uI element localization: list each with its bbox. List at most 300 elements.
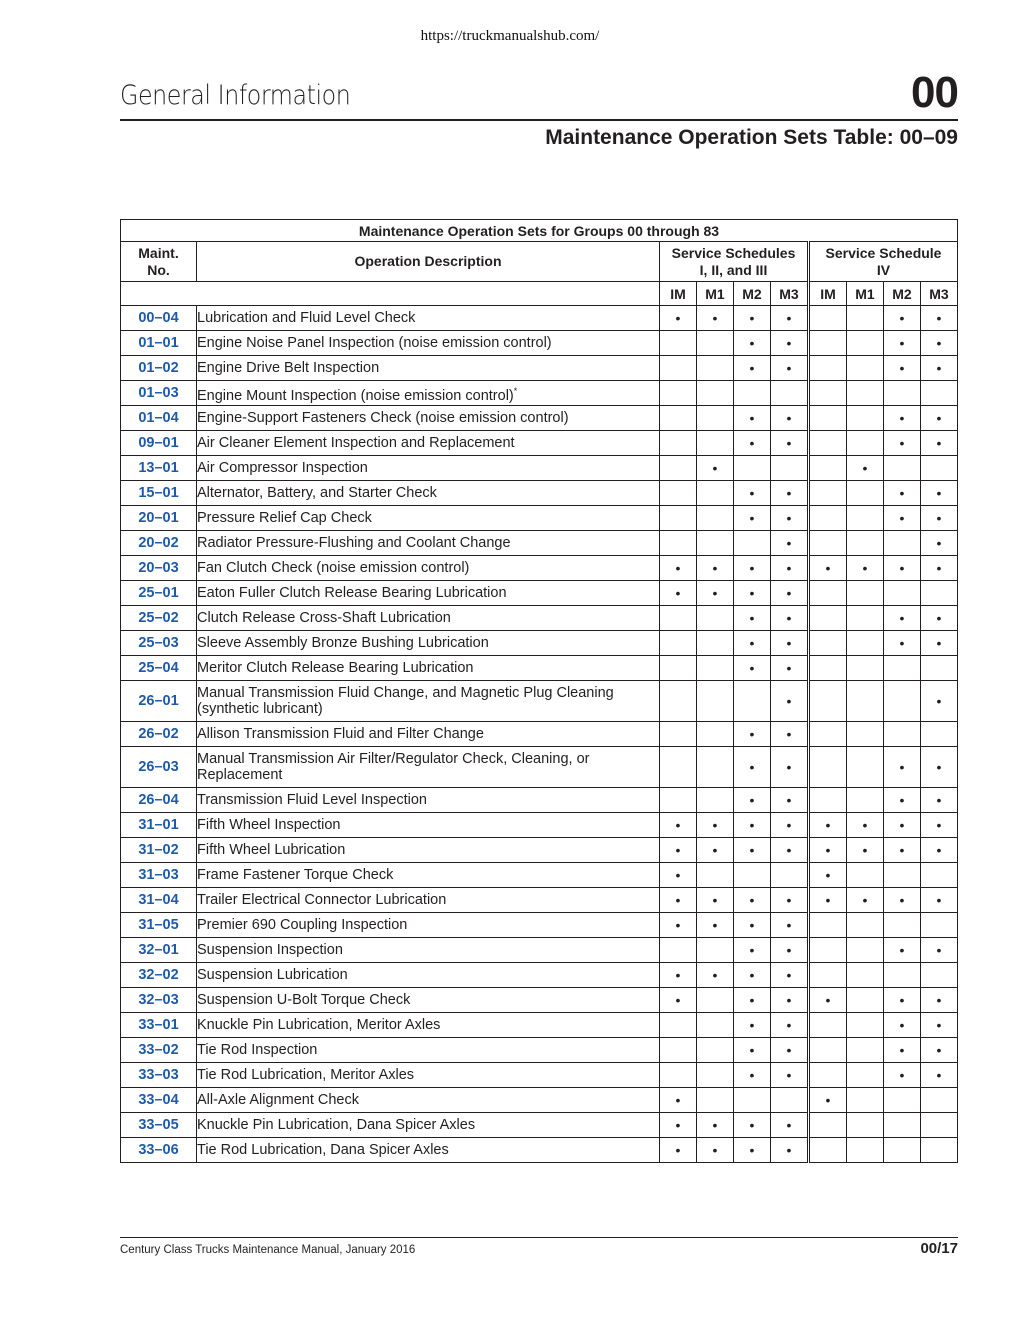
- bullet-mark: •: [675, 892, 681, 908]
- bullet-mark: •: [749, 660, 755, 676]
- maint-number-link[interactable]: 25–04: [121, 656, 197, 681]
- maint-number-link[interactable]: 26–01: [121, 681, 197, 722]
- schedule-mark-cell: [734, 1038, 771, 1063]
- schedule-mark-cell: [660, 531, 697, 556]
- bullet-mark: •: [936, 535, 942, 551]
- operation-description: [197, 813, 660, 838]
- maint-number-link[interactable]: 32–01: [121, 938, 197, 963]
- schedule-mark-cell: [884, 331, 921, 356]
- table-row: [121, 888, 958, 913]
- schedule-mark-cell: [660, 747, 697, 788]
- schedule-mark-cell: [884, 747, 921, 788]
- schedule-mark-cell: [921, 963, 958, 988]
- schedule-mark-cell: [697, 381, 734, 406]
- operation-description-text: Engine Noise Panel Inspection (noise emission control): [197, 335, 552, 351]
- operation-description-text: Radiator Pressure-Flushing and Coolant Change: [197, 535, 511, 551]
- maint-number-link[interactable]: 25–02: [121, 606, 197, 631]
- bullet-mark: •: [862, 892, 868, 908]
- schedule-mark-cell: [660, 1088, 697, 1113]
- schedule-mark-cell: [697, 306, 734, 331]
- schedule-mark-cell: [847, 863, 884, 888]
- schedule-mark-cell: [884, 306, 921, 331]
- table-row: [121, 431, 958, 456]
- schedule-mark-cell: [734, 556, 771, 581]
- schedule-mark-cell: [771, 913, 809, 938]
- bullet-mark: •: [786, 610, 792, 626]
- maint-number-link[interactable]: 25–03: [121, 631, 197, 656]
- maint-number-link[interactable]: 01–03: [121, 381, 197, 406]
- schedule-mark-cell: [921, 913, 958, 938]
- operation-description: [197, 913, 660, 938]
- schedule-mark-cell: [771, 813, 809, 838]
- bullet-mark: •: [749, 635, 755, 651]
- bullet-mark: •: [786, 360, 792, 376]
- bullet-mark: •: [936, 335, 942, 351]
- operation-description: [197, 506, 660, 531]
- schedule-mark-cell: [809, 963, 847, 988]
- bullet-mark: •: [899, 310, 905, 326]
- bullet-mark: •: [899, 560, 905, 576]
- maint-no-header: Maint. No.: [121, 242, 197, 282]
- operation-description-text: Tie Rod Lubrication, Meritor Axles: [197, 1067, 415, 1083]
- operation-description: [197, 1088, 660, 1113]
- table-row: [121, 1013, 958, 1038]
- schedule-mark-cell: [809, 331, 847, 356]
- bullet-mark: •: [899, 410, 905, 426]
- schedule-mark-cell: [771, 356, 809, 381]
- operation-description: [197, 938, 660, 963]
- bullet-mark: •: [712, 842, 718, 858]
- schedule-mark-cell: [734, 988, 771, 1013]
- operation-description-text: Suspension U-Bolt Torque Check: [197, 992, 411, 1008]
- schedule-mark-cell: [734, 838, 771, 863]
- table-row: [121, 631, 958, 656]
- schedule-mark-cell: [884, 888, 921, 913]
- schedule-mark-cell: [771, 1038, 809, 1063]
- schedule-mark-cell: [660, 431, 697, 456]
- schedule-mark-cell: [884, 431, 921, 456]
- maint-number-link[interactable]: 33–01: [121, 1013, 197, 1038]
- schedule-mark-cell: [697, 656, 734, 681]
- schedule-mark-cell: [771, 381, 809, 406]
- schedule-mark-cell: [660, 656, 697, 681]
- bullet-mark: •: [786, 510, 792, 526]
- table-row: [121, 656, 958, 681]
- schedule-mark-cell: [884, 406, 921, 431]
- operation-description: [197, 681, 660, 722]
- schedule-mark-cell: [921, 938, 958, 963]
- schedule-mark-cell: [847, 356, 884, 381]
- schedule-mark-cell: [697, 681, 734, 722]
- schedule-mark-cell: [734, 1013, 771, 1038]
- schedule-mark-cell: [809, 556, 847, 581]
- schedule-mark-cell: [771, 788, 809, 813]
- operation-description-text: Fan Clutch Check (noise emission control): [197, 560, 470, 576]
- schedule-mark-cell: [771, 481, 809, 506]
- schedule-mark-cell: [847, 747, 884, 788]
- schedule-mark-cell: [697, 747, 734, 788]
- bullet-mark: •: [862, 842, 868, 858]
- maint-number-link[interactable]: 20–03: [121, 556, 197, 581]
- schedule-mark-cell: [809, 456, 847, 481]
- schedule-mark-cell: [847, 381, 884, 406]
- schedule-mark-cell: [734, 963, 771, 988]
- maint-number-link[interactable]: 00–04: [121, 306, 197, 331]
- maint-number-link[interactable]: 31–05: [121, 913, 197, 938]
- table-row: [121, 681, 958, 722]
- bullet-mark: •: [786, 1017, 792, 1033]
- schedule-mark-cell: [847, 681, 884, 722]
- operation-description: [197, 656, 660, 681]
- schedule-mark-cell: [809, 988, 847, 1013]
- subcol-im-2: IM: [809, 282, 847, 306]
- maint-number-link[interactable]: 01–04: [121, 406, 197, 431]
- table-row: [121, 913, 958, 938]
- schedule-mark-cell: [809, 531, 847, 556]
- schedule-mark-cell: [697, 531, 734, 556]
- schedule-mark-cell: [809, 1013, 847, 1038]
- bullet-mark: •: [786, 535, 792, 551]
- schedule-mark-cell: [697, 813, 734, 838]
- operation-description: [197, 1113, 660, 1138]
- table-row: [121, 813, 958, 838]
- bullet-mark: •: [749, 310, 755, 326]
- schedule-mark-cell: [660, 1013, 697, 1038]
- bullet-mark: •: [899, 610, 905, 626]
- footer-manual-title: Century Class Trucks Maintenance Manual, January 2016: [120, 1244, 416, 1256]
- schedule-mark-cell: [809, 788, 847, 813]
- bullet-mark: •: [749, 892, 755, 908]
- maint-number-link[interactable]: 31–03: [121, 863, 197, 888]
- maint-number-link[interactable]: 13–01: [121, 456, 197, 481]
- schedule-mark-cell: [847, 606, 884, 631]
- operation-description: [197, 381, 660, 406]
- bullet-mark: •: [749, 1142, 755, 1158]
- schedule-mark-cell: [771, 681, 809, 722]
- bullet-mark: •: [936, 1017, 942, 1033]
- operation-description: [197, 356, 660, 381]
- maint-number-link[interactable]: 33–05: [121, 1113, 197, 1138]
- schedule-mark-cell: [660, 606, 697, 631]
- schedule-mark-cell: [697, 938, 734, 963]
- operation-description: [197, 722, 660, 747]
- table-row: [121, 1113, 958, 1138]
- operation-description-text: Tie Rod Inspection: [197, 1042, 318, 1058]
- schedule-mark-cell: [921, 306, 958, 331]
- schedule-mark-cell: [697, 456, 734, 481]
- bullet-mark: •: [675, 1142, 681, 1158]
- schedule-mark-cell: [847, 631, 884, 656]
- bullet-mark: •: [786, 842, 792, 858]
- schedule-mark-cell: [697, 556, 734, 581]
- table-row: [121, 963, 958, 988]
- table-row: [121, 1038, 958, 1063]
- schedule-mark-cell: [660, 813, 697, 838]
- bullet-mark: •: [899, 360, 905, 376]
- table-row: [121, 606, 958, 631]
- operation-description: [197, 888, 660, 913]
- bullet-mark: •: [786, 1042, 792, 1058]
- source-url[interactable]: https://truckmanualshub.com/: [420, 28, 600, 44]
- maint-number-link[interactable]: 26–03: [121, 747, 197, 788]
- bullet-mark: •: [786, 1142, 792, 1158]
- bullet-mark: •: [899, 1067, 905, 1083]
- bullet-mark: •: [712, 817, 718, 833]
- maint-number-link[interactable]: 01–01: [121, 331, 197, 356]
- operation-description: [197, 331, 660, 356]
- section-title: General Information: [120, 80, 351, 111]
- table-row: [121, 788, 958, 813]
- bullet-mark: •: [786, 335, 792, 351]
- schedule-mark-cell: [660, 556, 697, 581]
- bullet-mark: •: [899, 792, 905, 808]
- operation-description-text: Frame Fastener Torque Check: [197, 867, 394, 883]
- schedule-mark-cell: [847, 581, 884, 606]
- schedule-mark-cell: [921, 406, 958, 431]
- table-row: [121, 1138, 958, 1163]
- schedule-mark-cell: [884, 988, 921, 1013]
- schedule-mark-cell: [697, 722, 734, 747]
- schedule-mark-cell: [660, 1138, 697, 1163]
- schedule-mark-cell: [921, 1038, 958, 1063]
- table-row: [121, 381, 958, 406]
- schedule-mark-cell: [771, 722, 809, 747]
- schedule-mark-cell: [660, 838, 697, 863]
- bullet-mark: •: [749, 510, 755, 526]
- maint-number-link[interactable]: 33–04: [121, 1088, 197, 1113]
- maint-number-link[interactable]: 31–02: [121, 838, 197, 863]
- schedule-mark-cell: [697, 481, 734, 506]
- schedule-mark-cell: [884, 656, 921, 681]
- schedule-mark-cell: [921, 788, 958, 813]
- schedule-mark-cell: [660, 963, 697, 988]
- schedule-mark-cell: [734, 747, 771, 788]
- maint-number-link[interactable]: 33–03: [121, 1063, 197, 1088]
- maint-number-link[interactable]: 20–01: [121, 506, 197, 531]
- schedule-mark-cell: [771, 1113, 809, 1138]
- schedule-mark-cell: [734, 1138, 771, 1163]
- maint-number-link[interactable]: 20–02: [121, 531, 197, 556]
- schedule-mark-cell: [921, 888, 958, 913]
- schedule-mark-cell: [734, 722, 771, 747]
- schedule-mark-cell: [771, 747, 809, 788]
- schedule-mark-cell: [809, 481, 847, 506]
- table-row: [121, 356, 958, 381]
- schedule-mark-cell: [921, 813, 958, 838]
- schedule-mark-cell: [697, 331, 734, 356]
- bullet-mark: •: [786, 817, 792, 833]
- schedule-mark-cell: [660, 506, 697, 531]
- maint-number-link[interactable]: 31–01: [121, 813, 197, 838]
- subcol-im-1: IM: [660, 282, 697, 306]
- bullet-mark: •: [936, 992, 942, 1008]
- table-row: [121, 838, 958, 863]
- schedule-mark-cell: [884, 1013, 921, 1038]
- schedule-mark-cell: [697, 863, 734, 888]
- schedule-mark-cell: [734, 813, 771, 838]
- schedule-mark-cell: [809, 813, 847, 838]
- schedule-mark-cell: [734, 356, 771, 381]
- schedule-mark-cell: [809, 1063, 847, 1088]
- operation-description: [197, 988, 660, 1013]
- maint-number-link[interactable]: 09–01: [121, 431, 197, 456]
- bullet-mark: •: [936, 610, 942, 626]
- schedule-mark-cell: [921, 1013, 958, 1038]
- subcol-m3-2: M3: [921, 282, 958, 306]
- schedule-mark-cell: [734, 1113, 771, 1138]
- bullet-mark: •: [862, 460, 868, 476]
- bullet-mark: •: [675, 560, 681, 576]
- schedule-mark-cell: [884, 938, 921, 963]
- schedule-mark-cell: [809, 406, 847, 431]
- bullet-mark: •: [786, 792, 792, 808]
- table-row: [121, 722, 958, 747]
- schedule-mark-cell: [660, 888, 697, 913]
- operation-description-text: Alternator, Battery, and Starter Check: [197, 485, 437, 501]
- subcol-m2-1: M2: [734, 282, 771, 306]
- table-row: [121, 747, 958, 788]
- schedule-mark-cell: [884, 913, 921, 938]
- bullet-mark: •: [786, 1067, 792, 1083]
- table-row: [121, 456, 958, 481]
- schedule-mark-cell: [771, 306, 809, 331]
- schedule-mark-cell: [884, 581, 921, 606]
- maint-number-link[interactable]: 33–06: [121, 1138, 197, 1163]
- maint-number-link[interactable]: 25–01: [121, 581, 197, 606]
- maint-number-link[interactable]: 32–03: [121, 988, 197, 1013]
- schedule-mark-cell: [697, 1063, 734, 1088]
- schedule-mark-cell: [921, 838, 958, 863]
- schedule-mark-cell: [809, 1038, 847, 1063]
- table-body: [121, 306, 958, 1163]
- bullet-mark: •: [786, 942, 792, 958]
- schedule-mark-cell: [771, 988, 809, 1013]
- schedule-mark-cell: [697, 788, 734, 813]
- bullet-mark: •: [749, 1017, 755, 1033]
- schedule-mark-cell: [847, 481, 884, 506]
- bullet-mark: •: [936, 410, 942, 426]
- maint-number-link[interactable]: 33–02: [121, 1038, 197, 1063]
- schedule-mark-cell: [847, 788, 884, 813]
- schedule-mark-cell: [884, 722, 921, 747]
- schedule-mark-cell: [884, 1088, 921, 1113]
- schedule-mark-cell: [660, 1113, 697, 1138]
- schedule-mark-cell: [921, 456, 958, 481]
- schedule-mark-cell: [847, 1013, 884, 1038]
- maint-number-link[interactable]: 32–02: [121, 963, 197, 988]
- schedule-mark-cell: [847, 1063, 884, 1088]
- schedule-mark-cell: [847, 406, 884, 431]
- operation-description: [197, 406, 660, 431]
- bullet-mark: •: [749, 759, 755, 775]
- schedule-mark-cell: [847, 556, 884, 581]
- schedule-mark-cell: [697, 431, 734, 456]
- bullet-mark: •: [786, 410, 792, 426]
- maint-number-link[interactable]: 01–02: [121, 356, 197, 381]
- schedule-mark-cell: [660, 456, 697, 481]
- schedule-mark-cell: [660, 481, 697, 506]
- schedule-mark-cell: [809, 681, 847, 722]
- bullet-mark: •: [749, 917, 755, 933]
- operation-description-text: Sleeve Assembly Bronze Bushing Lubrication: [197, 635, 489, 651]
- bullet-mark: •: [749, 1117, 755, 1133]
- bullet-mark: •: [899, 435, 905, 451]
- bullet-mark: •: [786, 892, 792, 908]
- operation-description-text: Fifth Wheel Lubrication: [197, 842, 346, 858]
- bullet-mark: •: [786, 435, 792, 451]
- bullet-mark: •: [786, 635, 792, 651]
- schedule-mark-cell: [921, 747, 958, 788]
- schedule-mark-cell: [921, 631, 958, 656]
- schedule-mark-cell: [771, 431, 809, 456]
- operation-description: [197, 456, 660, 481]
- bullet-mark: •: [712, 310, 718, 326]
- bullet-mark: •: [675, 992, 681, 1008]
- schedule-mark-cell: [809, 1113, 847, 1138]
- schedule-mark-cell: [921, 606, 958, 631]
- bullet-mark: •: [936, 510, 942, 526]
- operation-description-text: Air Compressor Inspection: [197, 460, 368, 476]
- maint-number-link[interactable]: 15–01: [121, 481, 197, 506]
- operation-description: [197, 747, 660, 788]
- schedule-mark-cell: [847, 331, 884, 356]
- schedule-mark-cell: [809, 913, 847, 938]
- bullet-mark: •: [936, 1042, 942, 1058]
- bullet-mark: •: [749, 992, 755, 1008]
- schedule-mark-cell: [884, 481, 921, 506]
- operation-description-text: Knuckle Pin Lubrication, Dana Spicer Axles: [197, 1117, 476, 1133]
- table-row: [121, 1063, 958, 1088]
- schedule-mark-cell: [847, 1138, 884, 1163]
- schedule-mark-cell: [847, 888, 884, 913]
- schedule-mark-cell: [884, 506, 921, 531]
- schedule-mark-cell: [734, 656, 771, 681]
- maint-number-link[interactable]: 31–04: [121, 888, 197, 913]
- maint-number-link[interactable]: 26–04: [121, 788, 197, 813]
- schedule-mark-cell: [884, 1113, 921, 1138]
- schedule-mark-cell: [660, 938, 697, 963]
- schedule-mark-cell: [847, 913, 884, 938]
- schedule-mark-cell: [847, 838, 884, 863]
- schedule-mark-cell: [884, 681, 921, 722]
- schedule-mark-cell: [921, 1138, 958, 1163]
- schedule-mark-cell: [847, 456, 884, 481]
- bullet-mark: •: [749, 435, 755, 451]
- schedule-mark-cell: [771, 938, 809, 963]
- schedule-mark-cell: [734, 406, 771, 431]
- table-row: [121, 506, 958, 531]
- maintenance-operations-table: [120, 219, 958, 1163]
- operation-description-text: Meritor Clutch Release Bearing Lubrication: [197, 660, 474, 676]
- page-number: 00/17: [920, 1240, 958, 1257]
- table-row: [121, 863, 958, 888]
- schedule-mark-cell: [697, 356, 734, 381]
- maint-number-link[interactable]: 26–02: [121, 722, 197, 747]
- schedule-mark-cell: [771, 331, 809, 356]
- schedule-mark-cell: [809, 506, 847, 531]
- bullet-mark: •: [936, 759, 942, 775]
- schedule-mark-cell: [921, 1113, 958, 1138]
- operation-description-text: Transmission Fluid Level Inspection: [197, 792, 427, 808]
- bullet-mark: •: [936, 435, 942, 451]
- bullet-mark: •: [749, 610, 755, 626]
- bullet-mark: •: [675, 867, 681, 883]
- operation-description: [197, 556, 660, 581]
- bullet-mark: •: [786, 967, 792, 983]
- operation-description-text: Allison Transmission Fluid and Filter Change: [197, 726, 484, 742]
- bullet-mark: •: [936, 693, 942, 709]
- table-row: [121, 531, 958, 556]
